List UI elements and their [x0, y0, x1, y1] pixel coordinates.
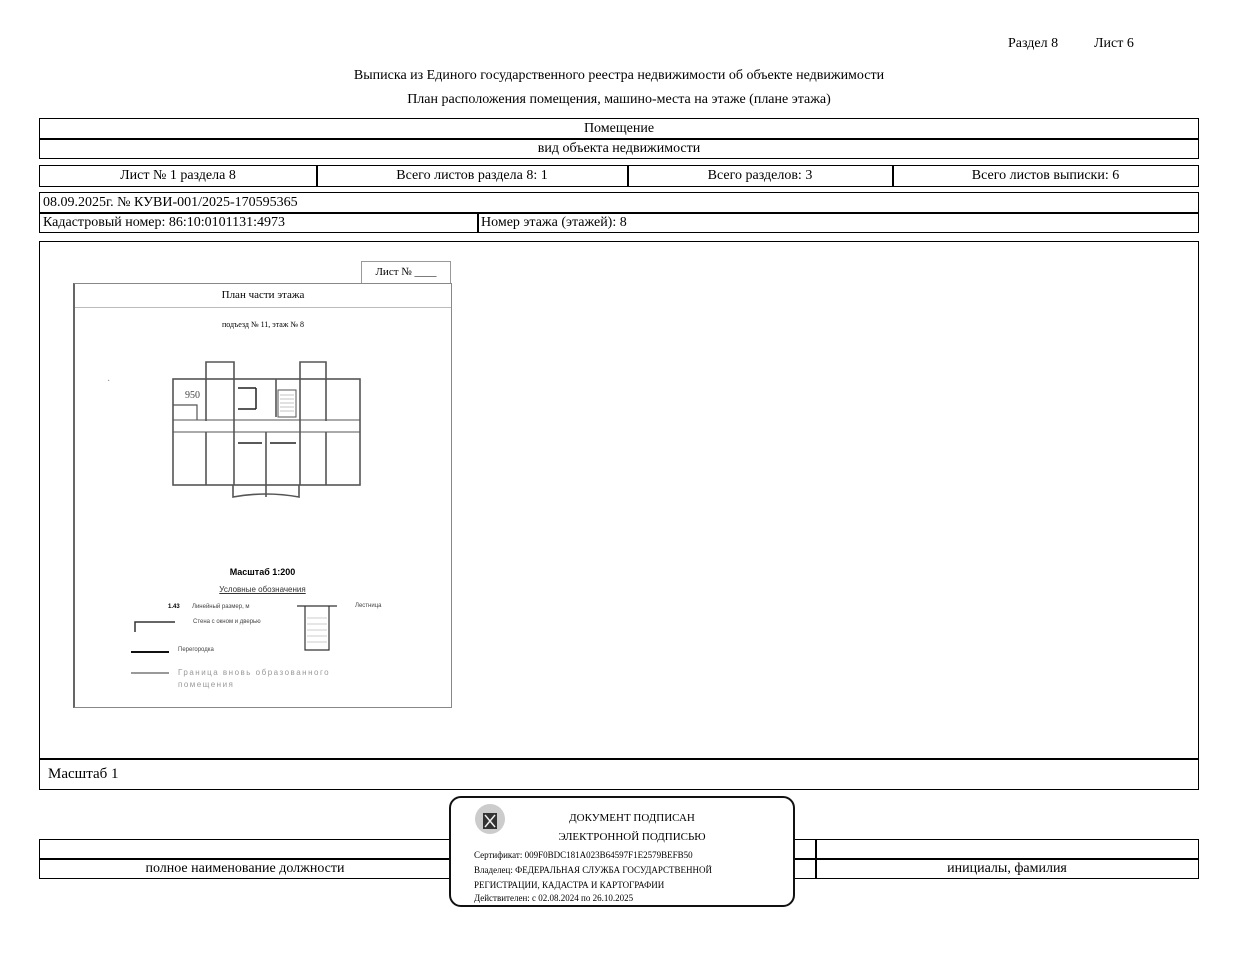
room-number-label: 950 [185, 390, 200, 401]
position-caption: полное наименование должности [145, 860, 345, 876]
extract-sheets-total: Всего листов выписки: 6 [971, 167, 1120, 183]
sections-total: Всего разделов: 3 [707, 167, 813, 183]
legend-boundary: Граница вновь образованного помещения [178, 668, 331, 689]
stamp-owner: Владелец: ФЕДЕРАЛЬНАЯ СЛУЖБА ГОСУДАРСТВЕННОЙ [474, 865, 713, 875]
stamp-validity: Действителен: с 02.08.2024 по 26.10.2025 [474, 893, 634, 903]
legend-dimension-value: 1.43 [168, 604, 180, 610]
legend-dimension: Линейный размер, м [192, 604, 250, 610]
object-type-table [39, 118, 1199, 159]
legend-partition: Перегородка [178, 647, 214, 653]
document-title: Выписка из Единого государственного реестра недвижимости об объекте недвижимости [353, 68, 885, 83]
stamp-line1: ДОКУМЕНТ ПОДПИСАН [569, 812, 695, 824]
section-sheets-total: Всего листов раздела 8: 1 [396, 167, 548, 183]
floor-plan-drawing [160, 355, 380, 505]
document-page: Раздел 8 Лист 6 Выписка из Единого государственного реестра недвижимости об объекте недвижимости План расположения помещения, машино-места на этаже (плане этажа) Помещение вид объекта недвижимости Лист № 1 раздела 8 Всего листов раздела 8: 1 Всего разделов: 3 Всего листов выписки: 6 08.09.2025г. № КУВИ-001/2025-170595365 Кадастровый номер: 86:10:0101131:4973 Номер этажа (этажей): 8 Масштаб 1 Лист № ____ План части этажа подъезд № 11, этаж № 8 · 950 Масштаб 1:200 Условные обозначения 1.43 Линейный размер, м Стена с окном и дверью Лестница Перегородка Граница вновь образованного помещения полное наименование должности инициалы, фамилия ДОКУМЕНТ ПОДПИСАН ЭЛЕКТРОННОЙ ПОДПИСЬЮ Сертификат: 009F0BDC181A023B64597F1E2579BEFB50 Владелец: ФЕДЕРАЛЬНАЯ СЛУЖБА ГОСУДАРСТВЕННОЙ РЕГИСТРАЦИИ, КАДАСТРА И КАРТОГРАФИИ Действителен: с 02.08.2024 по 26.10.2025 [0, 0, 1238, 957]
legend-stairs: Лестница [355, 603, 382, 609]
scale-row: Масштаб 1 [48, 765, 119, 782]
plan-sheet-label: Лист № ____ [361, 261, 451, 284]
plan-title: План части этажа [75, 284, 451, 308]
legend-title: Условные обозначения [219, 585, 306, 594]
info-table [39, 192, 1199, 233]
object-type: Помещение [583, 120, 655, 136]
legend-wall: Стена с окном и дверью [193, 619, 261, 625]
plan-scale: Масштаб 1:200 [229, 567, 296, 577]
cadastral-number: Кадастровый номер: 86:10:0101131:4973 [43, 214, 286, 230]
stairs-legend-icon [295, 604, 340, 652]
stamp-certificate: Сертификат: 009F0BDC181A023B64597F1E2579BEFB50 [474, 850, 693, 860]
document-subtitle: План расположения помещения, машино-места на этаже (плане этажа) [407, 92, 831, 107]
wall-legend-icon [130, 618, 180, 633]
object-type-caption: вид объекта недвижимости [537, 140, 701, 156]
electronic-signature-stamp [449, 796, 795, 907]
stamp-owner-cont: РЕГИСТРАЦИИ, КАДАСТРА И КАРТОГРАФИИ [474, 880, 665, 890]
sheets-row [39, 165, 1199, 187]
name-caption: инициалы, фамилия [947, 860, 1067, 876]
stamp-line2: ЭЛЕКТРОННОЙ ПОДПИСЬЮ [558, 831, 706, 843]
plan-subtitle: подъезд № 11, этаж № 8 [221, 320, 305, 329]
sheet-of-section: Лист № 1 раздела 8 [120, 167, 236, 183]
floor-number: Номер этажа (этажей): 8 [481, 214, 627, 230]
extract-date-number: 08.09.2025г. № КУВИ-001/2025-170595365 [43, 194, 298, 210]
section-number: Раздел 8 [1008, 36, 1059, 51]
sheet-number: Лист 6 [1094, 36, 1134, 51]
